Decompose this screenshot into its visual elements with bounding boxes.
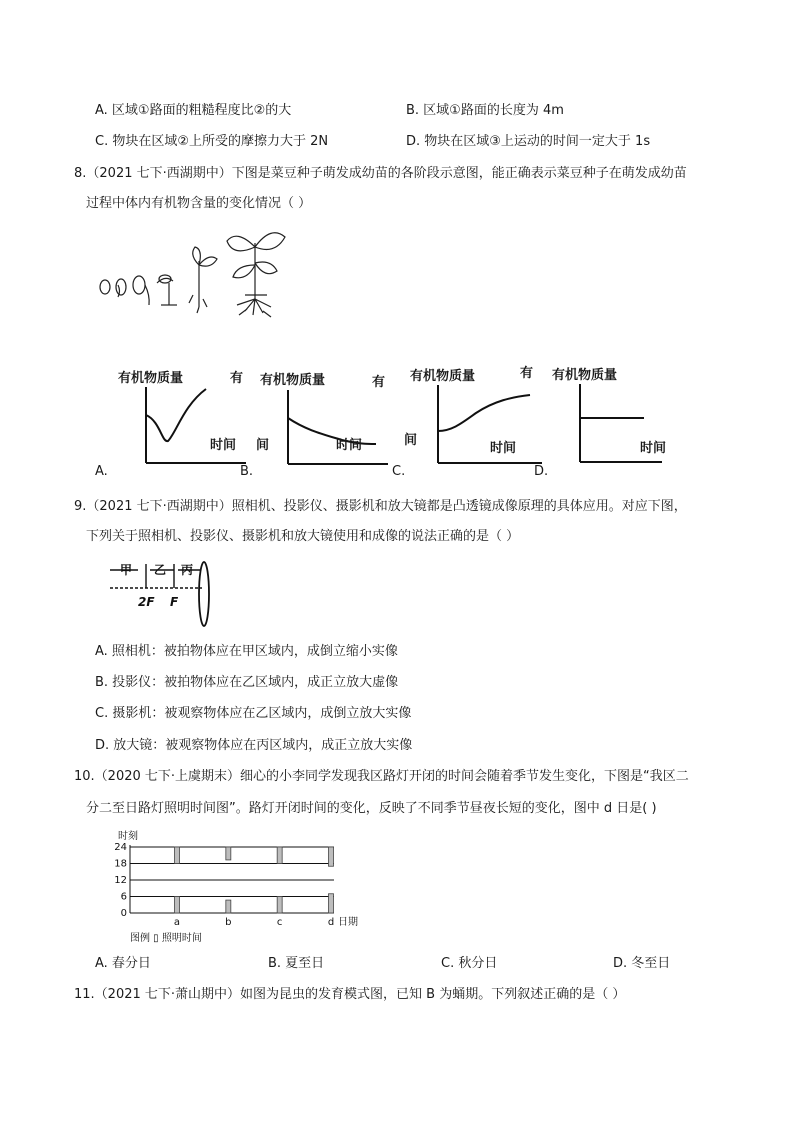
- q10-stem-line1: 10.（2020 七下·上虞期末）细心的小李同学发现我区路灯开闭的时间会随着季节发生变化，下图是“我区二: [74, 769, 689, 784]
- graph-d-xlabel: 时间: [640, 441, 667, 456]
- q9-option-c[interactable]: C. 摄影机：被观察物体应在乙区域内，成倒立放大实像: [95, 706, 412, 721]
- graph-a-curve: [146, 389, 206, 441]
- region-yi-label: 乙: [154, 563, 167, 577]
- q8-stem-line1: 8.（2021 七下·西湖期中）下图是菜豆种子萌发成幼苗的各阶段示意图，能正确表示菜豆种子在萌发成幼苗: [74, 166, 687, 181]
- chart-ytick-6: 6: [120, 891, 127, 903]
- convex-lens-diagram: [108, 560, 220, 630]
- graph-a-xlabel: 时间: [210, 438, 237, 453]
- chart-xlabel: 日期: [338, 917, 358, 928]
- chart-bar-a-morning: [175, 897, 180, 914]
- q9-option-b[interactable]: B. 投影仪：被拍物体应在乙区域内，成正立放大虚像: [95, 675, 399, 690]
- q9-option-a[interactable]: A. 照相机：被拍物体应在甲区域内，成倒立缩小实像: [95, 644, 398, 659]
- graph-b-curve: [288, 418, 376, 444]
- graph-b-cropped-glyph: 有: [372, 375, 386, 390]
- q7-option-c[interactable]: C. 物块在区域②上所受的摩擦力大于 2N: [95, 134, 329, 149]
- chart-bar-c-morning: [277, 897, 282, 914]
- convex-lens: [199, 562, 209, 626]
- graph-a-cropped-glyph: 有: [230, 371, 244, 386]
- chart-ytick-18: 18: [114, 858, 127, 870]
- graph-b-cropped-glyph2: 间: [404, 433, 418, 448]
- chart-xtick-b: b: [225, 917, 232, 928]
- chart-bar-b-morning: [226, 900, 231, 913]
- chart-ytick-0: 0: [120, 908, 127, 919]
- chart-title: 时刻: [118, 831, 138, 842]
- q10-stem-line2: 分二至日路灯照明时间图”。路灯开闭时间的变化，反映了不同季节昼夜长短的变化，图中 d 日是( ): [86, 801, 657, 816]
- region-bing-label: 丙: [181, 563, 194, 577]
- graph-a-cropped-glyph2: 间: [256, 438, 270, 453]
- bean-germination-illustration: [95, 225, 290, 325]
- q8-option-c[interactable]: C.: [392, 464, 406, 479]
- label-2f: 2F: [138, 595, 155, 609]
- graph-c-ylabel: 有机物质量: [410, 369, 476, 384]
- graph-b-xlabel: 时间: [336, 438, 363, 453]
- graph-c-xlabel: 时间: [490, 441, 517, 456]
- chart-ytick-12: 12: [114, 875, 127, 886]
- q10-option-d[interactable]: D. 冬至日: [613, 956, 671, 971]
- chart-ytick-24: 24: [114, 842, 127, 853]
- graph-a-ylabel: 有机物质量: [118, 371, 184, 386]
- q10-option-b[interactable]: B. 夏至日: [268, 956, 325, 971]
- q11-stem: 11.（2021 七下·萧山期中）如图为昆虫的发育模式图，已知 B 为蛹期。下列叙述正确的是（ ）: [74, 987, 626, 1002]
- q7-option-b[interactable]: B. 区域①路面的长度为 4m: [406, 103, 564, 118]
- chart-xtick-a: a: [173, 917, 181, 928]
- chart-bar-b-evening: [226, 847, 231, 860]
- label-f: F: [170, 595, 179, 609]
- chart-xtick-c: c: [276, 917, 283, 928]
- q9-stem-line2: 下列关于照相机、投影仪、摄影机和放大镜使用和成像的说法正确的是（ ）: [86, 529, 520, 544]
- q9-stem-line1: 9.（2021 七下·西湖期中）照相机、投影仪、摄影机和放大镜都是凸透镜成像原理的具体应用。对应下图，: [74, 499, 687, 514]
- graph-c-curve: [438, 395, 530, 431]
- graph-b-ylabel: 有机物质量: [260, 373, 326, 388]
- graph-c-cropped-glyph: 有: [520, 366, 534, 381]
- q7-option-d[interactable]: D. 物块在区域③上运动的时间一定大于 1s: [406, 134, 651, 149]
- q8-stem-line2: 过程中体内有机物含量的变化情况（ ）: [86, 196, 312, 211]
- chart-bar-a-evening: [175, 847, 180, 864]
- q10-option-a[interactable]: A. 春分日: [95, 956, 151, 971]
- chart-bar-d-morning: [329, 894, 334, 913]
- q9-option-d[interactable]: D. 放大镜：被观察物体应在丙区域内，成正立放大实像: [95, 738, 413, 753]
- q7-option-a[interactable]: A. 区域①路面的粗糙程度比②的大: [95, 103, 292, 118]
- chart-xtick-d: d: [327, 917, 335, 928]
- chart-legend: 图例 ▯ 照明时间: [130, 933, 202, 944]
- lighting-time-chart: [110, 827, 370, 945]
- graph-c: [432, 383, 544, 465]
- q8-option-d[interactable]: D.: [534, 464, 549, 479]
- graph-d-ylabel: 有机物质量: [552, 368, 618, 383]
- q10-option-c[interactable]: C. 秋分日: [441, 956, 498, 971]
- q8-option-a[interactable]: A.: [95, 464, 108, 479]
- region-jia-label: 甲: [120, 563, 133, 577]
- chart-bar-d-evening: [329, 847, 334, 866]
- q8-option-b[interactable]: B.: [240, 464, 254, 479]
- chart-bar-c-evening: [277, 847, 282, 864]
